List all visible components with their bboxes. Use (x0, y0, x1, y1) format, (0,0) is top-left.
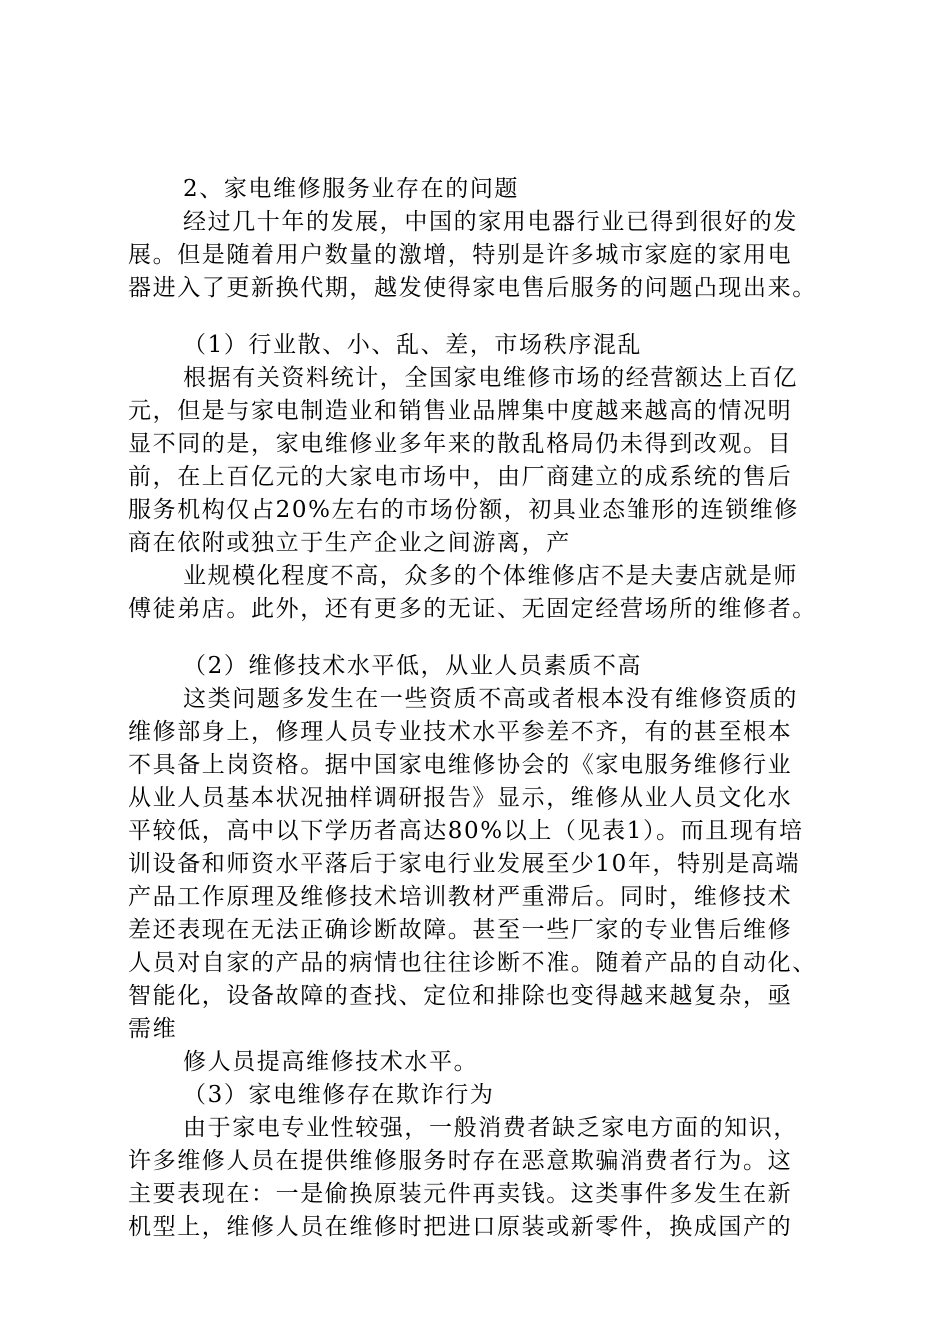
paragraph-line: 服务机构仅占20%左右的市场份额，初具业态雏形的连锁维修 (128, 497, 799, 523)
section-heading: 2、家电维修服务业存在的问题 (183, 176, 520, 202)
paragraph-line: 平较低，高中以下学历者高达80%以上（见表1）。而且现有培 (128, 818, 804, 844)
paragraph-line: 由于家电专业性较强，一般消费者缺乏家电方面的知识， (183, 1115, 798, 1141)
paragraph-line: 主要表现在：一是偷换原装元件再卖钱。这类事件多发生在新 (128, 1181, 793, 1207)
paragraph-line: 差还表现在无法正确诊断故障。甚至一些厂家的专业售后维修 (128, 917, 793, 943)
paragraph-line: 需维 (128, 1016, 178, 1042)
paragraph-line: 许多维修人员在提供维修服务时存在恶意欺骗消费者行为。这 (128, 1148, 793, 1174)
paragraph-line: 从业人员基本状况抽样调研报告》显示，维修从业人员文化水 (128, 785, 793, 811)
paragraph-line: 这类问题多发生在一些资质不高或者根本没有维修资质的 (183, 686, 798, 712)
paragraph-line: 展。但是随着用户数量的激增，特别是许多城市家庭的家用电 (128, 242, 793, 268)
paragraph-line: 智能化，设备故障的查找、定位和排除也变得越来越复杂，亟 (128, 983, 793, 1009)
subsection-heading: （1）行业散、小、乱、差，市场秩序混乱 (183, 332, 643, 358)
paragraph-line: 商在依附或独立于生产企业之间游离，产 (128, 530, 571, 556)
paragraph-line: 显不同的是，家电维修业多年来的散乱格局仍未得到改观。目 (128, 431, 793, 457)
subsection-heading: （3）家电维修存在欺诈行为 (183, 1082, 495, 1108)
paragraph-line: 前，在上百亿元的大家电市场中，由厂商建立的成系统的售后 (128, 464, 793, 490)
paragraph-line: 人员对自家的产品的病情也往往诊断不准。随着产品的自动化、 (128, 950, 817, 976)
paragraph-line: 训设备和师资水平落后于家电行业发展至少10年，特别是高端 (128, 851, 801, 877)
paragraph-line: 修人员提高维修技术水平。 (183, 1049, 479, 1075)
paragraph-line: 业规模化程度不高，众多的个体维修店不是夫妻店就是师 (183, 563, 798, 589)
paragraph-line: 不具备上岗资格。据中国家电维修协会的《家电服务维修行业 (128, 752, 793, 778)
paragraph-line: 维修部身上，修理人员专业技术水平参差不齐，有的甚至根本 (128, 719, 793, 745)
paragraph-line: 元，但是与家电制造业和销售业品牌集中度越来越高的情况明 (128, 398, 793, 424)
paragraph-line: 器进入了更新换代期，越发使得家电售后服务的问题凸现出来。 (128, 275, 817, 301)
subsection-heading: （2）维修技术水平低，从业人员素质不高 (183, 653, 643, 679)
paragraph-line: 机型上，维修人员在维修时把进口原装或新零件，换成国产的 (128, 1214, 793, 1240)
paragraph-line: 傅徒弟店。此外，还有更多的无证、无固定经营场所的维修者。 (128, 596, 817, 622)
paragraph-line: 产品工作原理及维修技术培训教材严重滞后。同时，维修技术 (128, 884, 793, 910)
paragraph-line: 根据有关资料统计，全国家电维修市场的经营额达上百亿 (183, 365, 798, 391)
paragraph-line: 经过几十年的发展，中国的家用电器行业已得到很好的发 (183, 209, 798, 235)
